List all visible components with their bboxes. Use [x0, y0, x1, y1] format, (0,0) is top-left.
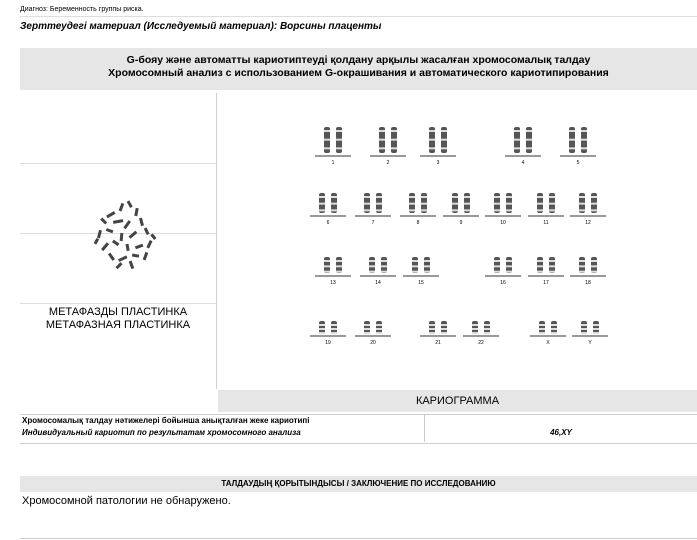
chromosome-pair — [355, 321, 391, 336]
chromosome-pair — [400, 193, 436, 216]
chromosome-label: 9 — [459, 220, 463, 226]
chromosome-label: 17 — [543, 280, 549, 286]
karyogram-image — [218, 93, 697, 389]
divider — [20, 16, 697, 17]
chromosome-label: 10 — [500, 220, 506, 226]
diagnosis-text: Диагноз: Беременность группы риска. — [20, 6, 144, 13]
chromosome-label: 14 — [375, 280, 381, 286]
chromosome-label: 12 — [585, 220, 591, 226]
metaphase-panel — [20, 93, 217, 389]
chromosome-pair — [310, 321, 346, 336]
metaphase-image — [90, 198, 160, 278]
divider — [20, 163, 216, 164]
metaphase-label-kz: МЕТАФАЗДЫ ПЛАСТИНКА — [48, 306, 188, 318]
chromosome-label: 18 — [585, 280, 591, 286]
chromosome-label: 19 — [325, 340, 331, 346]
chromosome-label: 13 — [330, 280, 336, 286]
chromosome-pair — [355, 193, 391, 216]
metaphase-label — [20, 306, 216, 332]
chromosome-pair — [572, 321, 608, 336]
chromosome-label: 11 — [543, 220, 549, 226]
chromosome-label: 8 — [416, 220, 420, 226]
chromosome-pair — [530, 321, 566, 336]
chromosome-pair — [370, 127, 406, 156]
chromosome-label: 5 — [576, 160, 580, 166]
chromosome-label: Y — [588, 340, 592, 346]
chromosome-pair — [485, 257, 521, 276]
chromosome-pair — [570, 257, 606, 276]
chromosome-label: 22 — [478, 340, 484, 346]
chromosome-pair — [443, 193, 479, 216]
conclusion-heading: ТАЛДАУДЫҢ ҚОРЫТЫНДЫСЫ / ЗАКЛЮЧЕНИЕ ПО ИССЛЕДОВАНИЮ — [20, 476, 697, 492]
chromosome-pair — [505, 127, 541, 156]
chromosome-label: 15 — [418, 280, 424, 286]
chromosome-pair — [315, 127, 351, 156]
chromosome-pair — [315, 257, 351, 276]
title-ru: Хромосомный анализ с использованием G-окрашивания и автоматического кариотипирования — [108, 67, 609, 79]
result-label-ru: Индивидуальный кариотип по результатам хромосомного анализа — [22, 428, 301, 437]
chromosome-label: X — [546, 340, 550, 346]
title-kz: G-бояу және автоматты кариотиптеуді қолдану арқылы жасалған хромосомалық талдау — [126, 54, 591, 66]
karyotype-value: 46,XY — [550, 428, 572, 437]
chromosome-label: 4 — [521, 160, 525, 166]
chromosome-pair — [360, 257, 396, 276]
material-text: Зерттеудегі материал (Исследуемый материал): Ворсины плаценты — [20, 21, 382, 32]
divider — [20, 303, 216, 304]
result-label-kz: Хромосомалық талдау нәтижелері бойынша анықталған жеке кариотипі — [22, 416, 310, 425]
chromosome-pair — [420, 321, 456, 336]
chromosome-label: 6 — [326, 220, 330, 226]
chromosome-pair — [528, 257, 564, 276]
conclusion-text: Хромосомной патологии не обнаружено. — [22, 495, 231, 507]
chromosome-label: 3 — [436, 160, 440, 166]
chromosome-label: 16 — [500, 280, 506, 286]
karyogram-label: КАРИОГРАММА — [218, 390, 697, 412]
chromosome-pair — [560, 127, 596, 156]
karyogram-panel — [218, 93, 697, 389]
chromosome-pair — [528, 193, 564, 216]
chromosome-pair — [485, 193, 521, 216]
chromosome-pair — [420, 127, 456, 156]
chromosome-pair — [570, 193, 606, 216]
chromosome-label: 2 — [386, 160, 390, 166]
metaphase-label-ru: МЕТАФАЗНАЯ ПЛАСТИНКА — [45, 319, 191, 331]
chromosome-pair — [463, 321, 499, 336]
chromosome-label: 7 — [371, 220, 375, 226]
chromosome-pair — [310, 193, 346, 216]
report-title — [20, 48, 697, 90]
chromosome-label: 1 — [331, 160, 335, 166]
chromosome-pair — [403, 257, 439, 276]
chromosome-label: 21 — [435, 340, 441, 346]
chromosome-label: 20 — [370, 340, 376, 346]
